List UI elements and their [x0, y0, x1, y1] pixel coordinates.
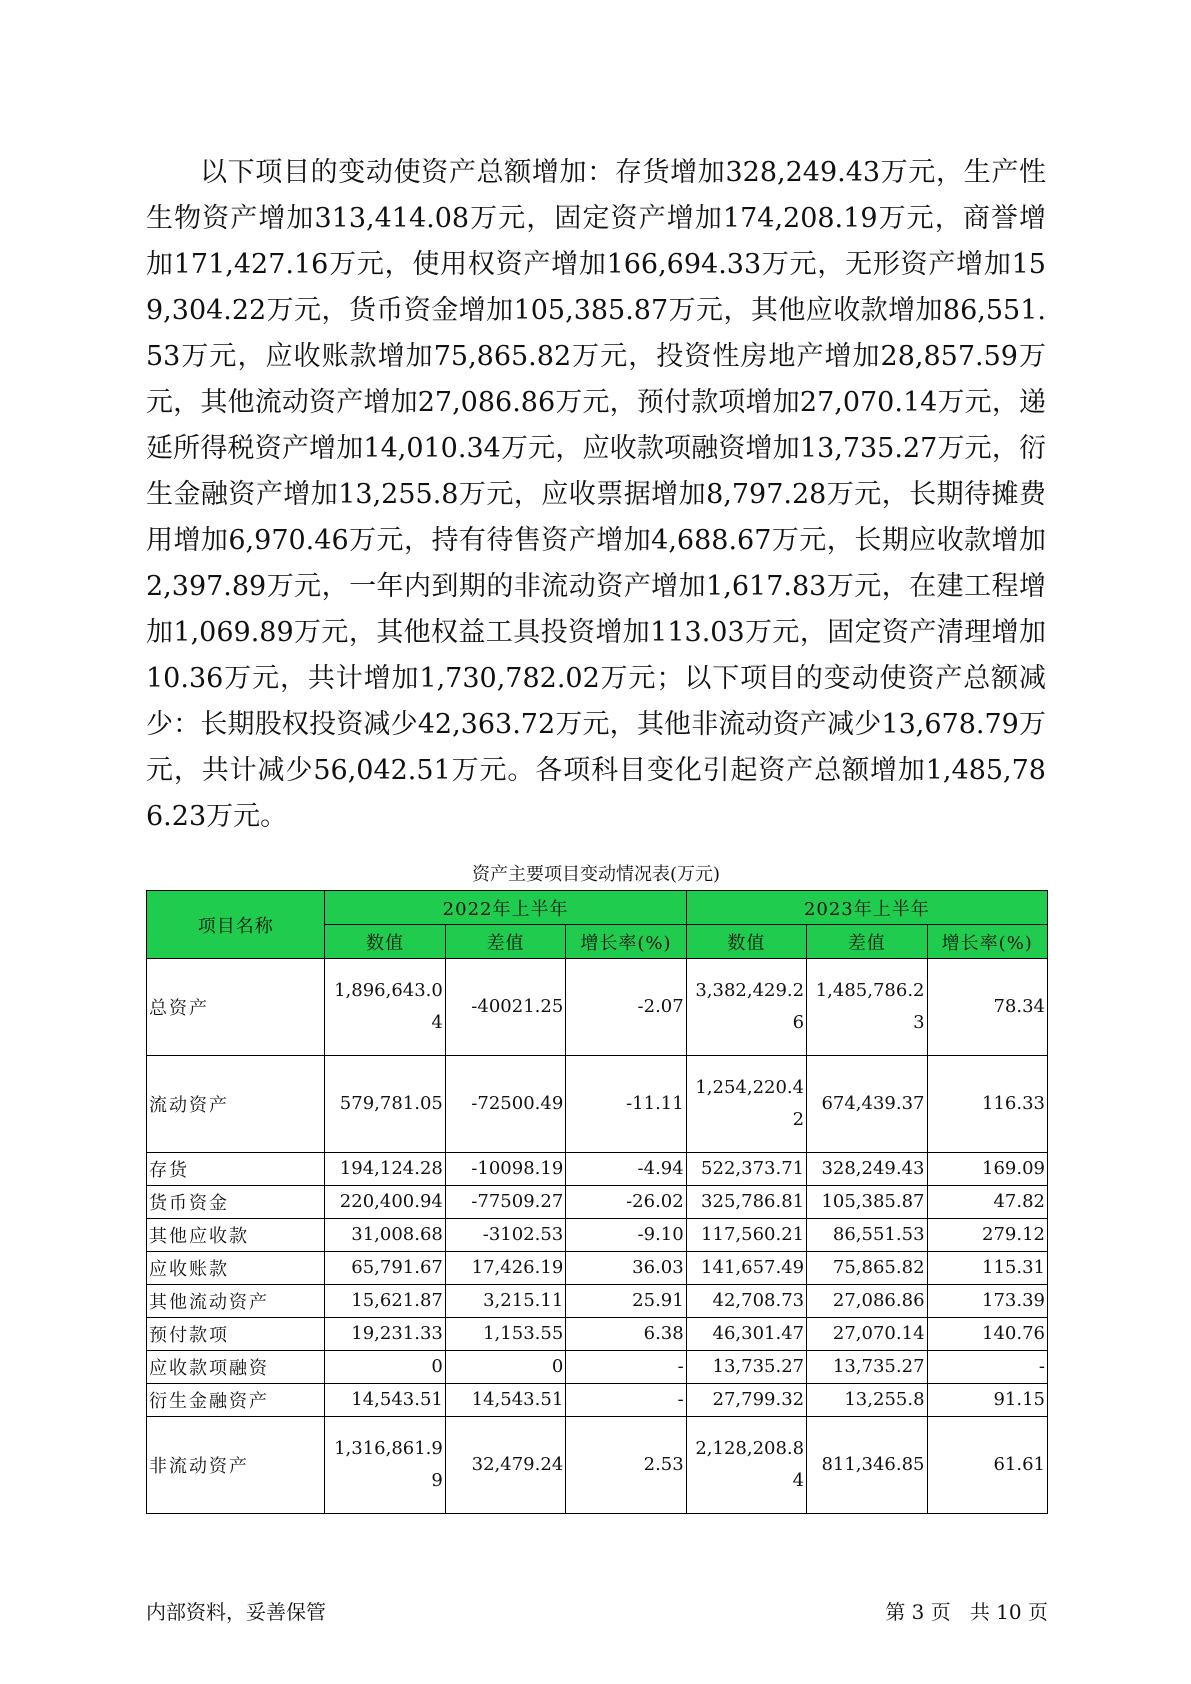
rate-2022: -26.02	[566, 1186, 686, 1219]
diff-2023: 27,086.86	[807, 1285, 927, 1318]
value-2022: 15,621.87	[325, 1285, 445, 1318]
rate-2023: 169.09	[927, 1153, 1047, 1186]
header-rate-2023: 增长率(%)	[927, 925, 1047, 959]
rate-2023: 91.15	[927, 1384, 1047, 1417]
header-diff-2023: 差值	[807, 925, 927, 959]
diff-2023: 86,551.53	[807, 1219, 927, 1252]
row-item-name: 非流动资产	[147, 1417, 325, 1514]
rate-2022: 25.91	[566, 1285, 686, 1318]
table-row	[147, 1252, 1048, 1285]
value-2022: 1,316,861.99	[325, 1417, 445, 1514]
diff-2022: -3102.53	[445, 1219, 565, 1252]
rate-2022: 2.53	[566, 1417, 686, 1514]
row-item-name: 其他应收款	[147, 1219, 325, 1252]
header-group-2022: 2022年上半年	[325, 891, 686, 925]
diff-2022: -72500.49	[445, 1056, 565, 1153]
table-title: 资产主要项目变动情况表(万元)	[471, 864, 721, 885]
value-2022: 14,543.51	[325, 1384, 445, 1417]
row-item-name: 预付款项	[147, 1318, 325, 1351]
row-item-name: 其他流动资产	[147, 1285, 325, 1318]
diff-2022: 17,426.19	[445, 1252, 565, 1285]
footer-confidential-note: 内部资料，妥善保管	[146, 1600, 326, 1624]
diff-2023: 13,735.27	[807, 1351, 927, 1384]
rate-2022: -11.11	[566, 1056, 686, 1153]
footer-page-number: 第 3 页 共 10 页	[885, 1600, 1048, 1624]
rate-2023: 61.61	[927, 1417, 1047, 1514]
row-item-name: 应收款项融资	[147, 1351, 325, 1384]
diff-2023: 1,485,786.23	[807, 959, 927, 1056]
diff-2022: 3,215.11	[445, 1285, 565, 1318]
table-row	[147, 1384, 1048, 1417]
asset-change-table	[146, 890, 1048, 1514]
table-row	[147, 1056, 1048, 1153]
value-2023: 3,382,429.26	[686, 959, 806, 1056]
rate-2022: -9.10	[566, 1219, 686, 1252]
diff-2022: 14,543.51	[445, 1384, 565, 1417]
diff-2023: 75,865.82	[807, 1252, 927, 1285]
diff-2023: 13,255.8	[807, 1384, 927, 1417]
row-item-name: 货币资金	[147, 1186, 325, 1219]
table-row	[147, 1351, 1048, 1384]
diff-2023: 105,385.87	[807, 1186, 927, 1219]
header-value-2023: 数值	[686, 925, 806, 959]
value-2022: 579,781.05	[325, 1056, 445, 1153]
header-value-2022: 数值	[325, 925, 445, 959]
diff-2022: 1,153.55	[445, 1318, 565, 1351]
value-2023: 325,786.81	[686, 1186, 806, 1219]
value-2022: 220,400.94	[325, 1186, 445, 1219]
table-row	[147, 1318, 1048, 1351]
value-2023: 46,301.47	[686, 1318, 806, 1351]
row-item-name: 存货	[147, 1153, 325, 1186]
rate-2022: -2.07	[566, 959, 686, 1056]
table-row	[147, 1285, 1048, 1318]
diff-2022: -40021.25	[445, 959, 565, 1056]
rate-2023: 47.82	[927, 1186, 1047, 1219]
diff-2023: 674,439.37	[807, 1056, 927, 1153]
rate-2023: 140.76	[927, 1318, 1047, 1351]
header-item-name: 项目名称	[147, 891, 325, 959]
value-2023: 1,254,220.42	[686, 1056, 806, 1153]
value-2023: 42,708.73	[686, 1285, 806, 1318]
header-group-2023: 2023年上半年	[686, 891, 1047, 925]
rate-2022: -4.94	[566, 1153, 686, 1186]
diff-2022: -10098.19	[445, 1153, 565, 1186]
value-2022: 65,791.67	[325, 1252, 445, 1285]
diff-2023: 27,070.14	[807, 1318, 927, 1351]
table-row	[147, 1417, 1048, 1514]
rate-2022: 6.38	[566, 1318, 686, 1351]
value-2023: 2,128,208.84	[686, 1417, 806, 1514]
rate-2022: -	[566, 1384, 686, 1417]
table-row	[147, 1153, 1048, 1186]
table-row	[147, 1186, 1048, 1219]
value-2023: 117,560.21	[686, 1219, 806, 1252]
diff-2022: 32,479.24	[445, 1417, 565, 1514]
rate-2023: 279.12	[927, 1219, 1047, 1252]
rate-2023: 115.31	[927, 1252, 1047, 1285]
rate-2022: -	[566, 1351, 686, 1384]
row-item-name: 流动资产	[147, 1056, 325, 1153]
table-row	[147, 1219, 1048, 1252]
value-2022: 31,008.68	[325, 1219, 445, 1252]
diff-2023: 328,249.43	[807, 1153, 927, 1186]
rate-2023: 116.33	[927, 1056, 1047, 1153]
header-rate-2022: 增长率(%)	[566, 925, 686, 959]
body-paragraph: 以下项目的变动使资产总额增加：存货增加328,249.43万元，生产性生物资产增加313,414.08万元，固定资产增加174,208.19万元，商誉增加171,427.16万元，使用权资产增加166,694.33万元，无形资产增加159,304.22万元，货币资金增加105,385.87万元，其他应收款增加86,551.53万元，应收账款增加75,865.82万元，投资性房地产增加28,857.59万元，其他流动资产增加27,086.86万元，预付款项增加27,070.14万元，递延所得税资产增加14,010.34万元，应收款项融资增加13,735.27万元，衍生金融资产增加13,255.8万元，应收票据增加8,797.28万元，长期待摊费用增加6,970.46万元，持有待售资产增加4,688.67万元，长期应收款增加2,397.89万元，一年内到期的非流动资产增加1,617.83万元，在建工程增加1,069.89万元，其他权益工具投资增加113.03万元，固定资产清理增加10.36万元，共计增加1,730,782.02万元；以下项目的变动使资产总额减少：长期股权投资减少42,363.72万元，其他非流动资产减少13,678.79万元，共计减少56,042.51万元。各项科目变化引起资产总额增加1,485,786.23万元。	[146, 157, 1046, 832]
diff-2023: 811,346.85	[807, 1417, 927, 1514]
table-row	[147, 959, 1048, 1056]
value-2023: 522,373.71	[686, 1153, 806, 1186]
rate-2022: 36.03	[566, 1252, 686, 1285]
rate-2023: 78.34	[927, 959, 1047, 1056]
row-item-name: 衍生金融资产	[147, 1384, 325, 1417]
diff-2022: -77509.27	[445, 1186, 565, 1219]
rate-2023: 173.39	[927, 1285, 1047, 1318]
row-item-name: 应收账款	[147, 1252, 325, 1285]
table-body	[147, 959, 1048, 1514]
value-2022: 1,896,643.04	[325, 959, 445, 1056]
value-2022: 0	[325, 1351, 445, 1384]
value-2023: 141,657.49	[686, 1252, 806, 1285]
row-item-name: 总资产	[147, 959, 325, 1056]
value-2023: 27,799.32	[686, 1384, 806, 1417]
header-diff-2022: 差值	[445, 925, 565, 959]
value-2022: 19,231.33	[325, 1318, 445, 1351]
rate-2023: -	[927, 1351, 1047, 1384]
value-2023: 13,735.27	[686, 1351, 806, 1384]
diff-2022: 0	[445, 1351, 565, 1384]
value-2022: 194,124.28	[325, 1153, 445, 1186]
